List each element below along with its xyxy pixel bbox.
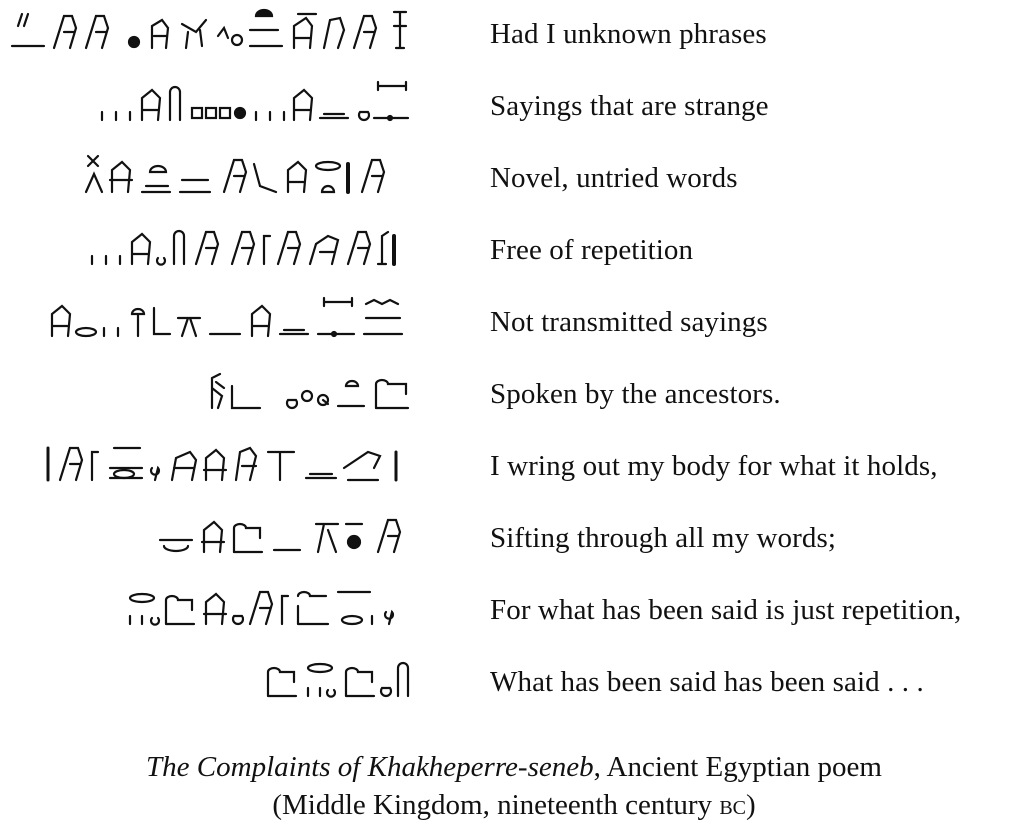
poem-line — [0, 218, 1028, 290]
hieroglyph-line-9-icon — [126, 582, 410, 626]
poem-line-text: Novel, untried words — [490, 162, 738, 194]
poem-line — [0, 434, 1028, 506]
poem-line-text: Not transmitted sayings — [490, 306, 768, 338]
poem-line — [0, 290, 1028, 362]
poem-line — [0, 578, 1028, 650]
poem-line-text: For what has been said is just repetition, — [490, 594, 962, 626]
poem-line — [0, 74, 1028, 146]
poem-line — [0, 506, 1028, 578]
caption-close: ) — [746, 789, 756, 821]
hieroglyph-line-1-icon — [6, 6, 410, 50]
poem-line-text: Sifting through all my words; — [490, 522, 837, 554]
hieroglyph-line-4-icon — [88, 222, 410, 266]
caption-line-1 — [0, 748, 1028, 786]
hieroglyph-line-5-icon — [48, 294, 410, 338]
caption-line-2 — [0, 786, 1028, 824]
poem-line-text: What has been said has been said . . . — [490, 666, 924, 698]
caption-title: The Complaints of Khakheperre-seneb — [146, 751, 594, 783]
poem-line-text: Spoken by the ancestors. — [490, 378, 781, 410]
caption-period: (Middle Kingdom, nineteenth century — [272, 789, 720, 821]
poem-line — [0, 362, 1028, 434]
caption-era: bc — [719, 789, 746, 821]
hieroglyph-line-2-icon — [98, 78, 410, 122]
poem-line-text: Had I unknown phrases — [490, 18, 767, 50]
poem-line — [0, 146, 1028, 218]
hieroglyph-line-3-icon — [84, 150, 410, 194]
hieroglyph-line-6-icon — [208, 366, 410, 410]
hieroglyph-line-10-icon — [264, 654, 410, 698]
poem-line — [0, 2, 1028, 74]
hieroglyph-line-7-icon — [44, 438, 410, 482]
poem-caption — [0, 748, 1028, 824]
poem-line-text: Sayings that are strange — [490, 90, 769, 122]
poem-line-text: Free of repetition — [490, 234, 694, 266]
hieroglyph-line-8-icon — [156, 510, 410, 554]
poem-line — [0, 650, 1028, 722]
poem-line-text: I wring out my body for what it holds, — [490, 450, 938, 482]
caption-description: , Ancient Egyptian poem — [593, 751, 882, 783]
